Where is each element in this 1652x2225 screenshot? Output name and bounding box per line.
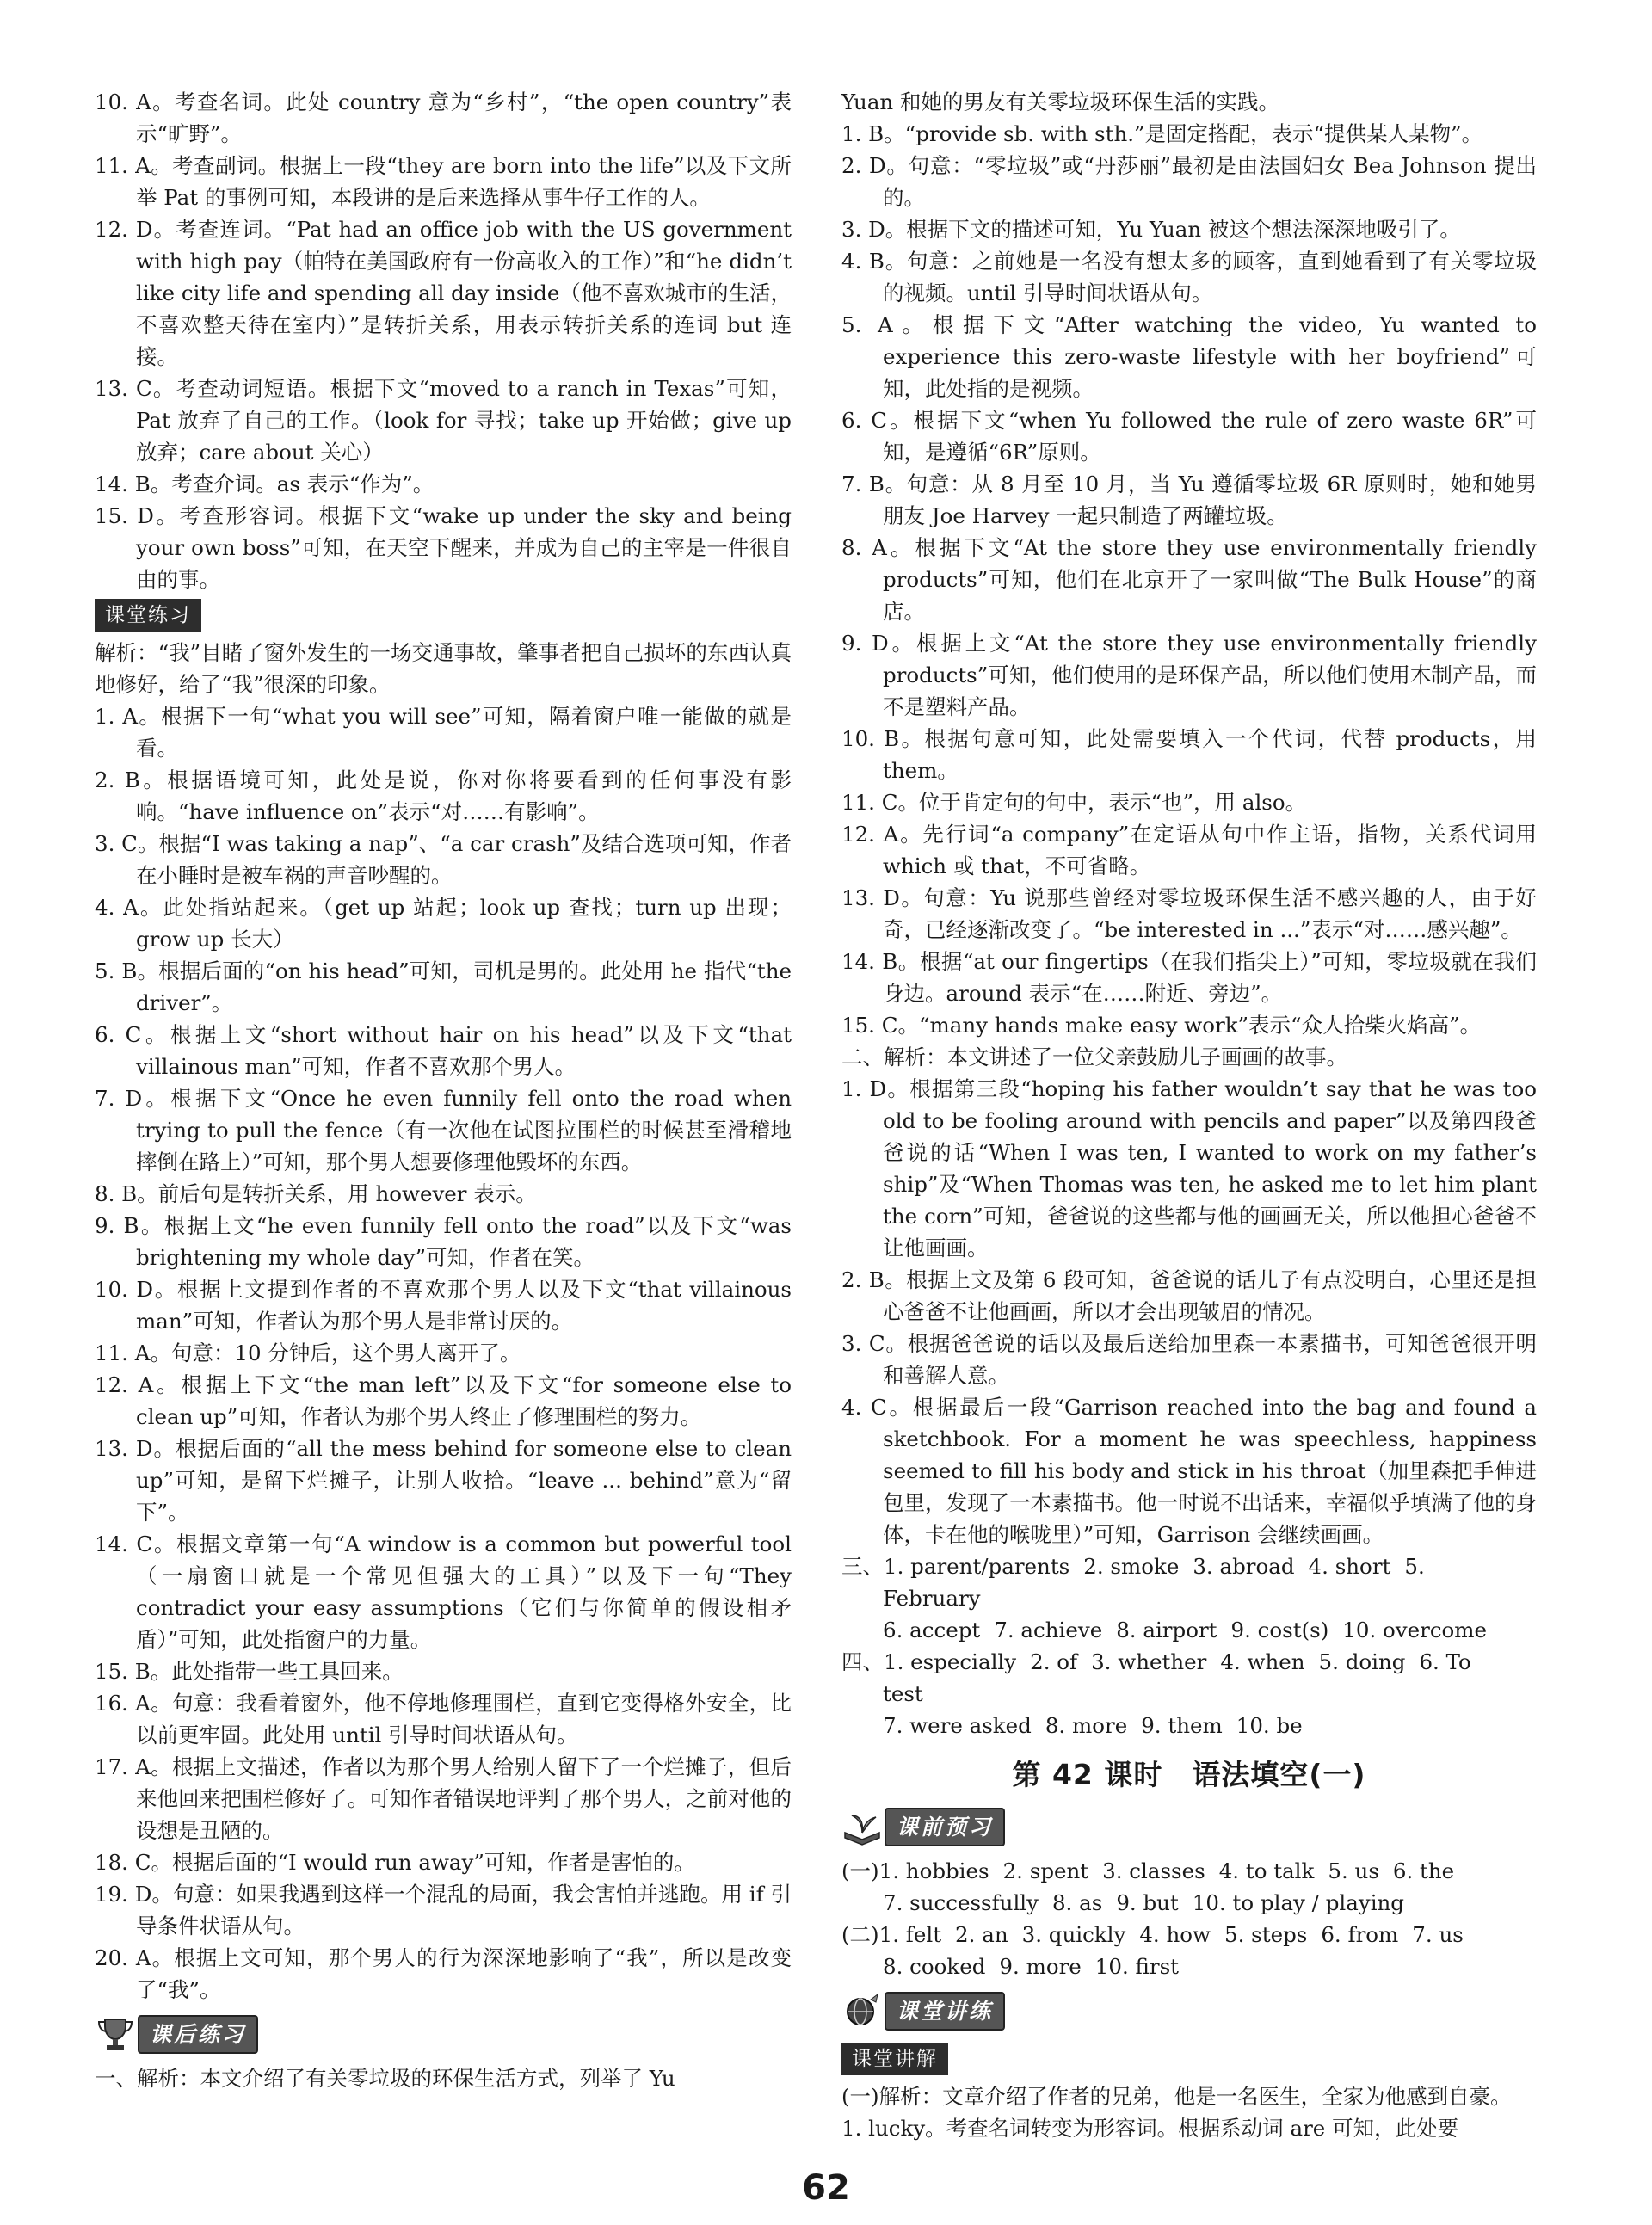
answer-item: 10. B。根据句意可知，此处需要填入一个代词，代替 products，用 them。 [841, 726, 1537, 783]
page-number: 62 [802, 2168, 850, 2208]
section-practice-badge [841, 1989, 1537, 2032]
answer-item: 6. C。根据下文“when Yu followed the rule of zero waste 6R”可知，是遵循“6R”原则。 [841, 408, 1537, 465]
section-preview-badge [841, 1805, 1537, 1848]
answer-item: 14. B。考查介词。as 表示“作为”。 [95, 472, 435, 496]
answers-section-four-row2 [841, 1710, 1537, 1741]
answers-section-four [841, 1646, 1537, 1710]
answer-entry: 7. were asked [883, 1713, 1032, 1738]
answer-entry: 10. to play / playing [1192, 1890, 1404, 1915]
section-homework-label: 课后练习 [138, 2015, 258, 2054]
answer-item: 1. B。“provide sb. with sth.”是固定搭配，表示“提供某人某物”。 [841, 121, 1483, 146]
answer-entry: 6. the [1392, 1858, 1455, 1883]
answer-entry: 5. doing [1318, 1649, 1406, 1674]
answer-item: 2. B。根据语境可知，此处是说，你对你将要看到的任何事没有影响。“have influence on”表示“对……有影响”。 [95, 767, 792, 824]
answer-item: 20. A。根据上文可知，那个男人的行为深深地影响了“我”，所以是改变了“我”。 [95, 1945, 792, 2002]
answer-entry: 5. steps [1224, 1922, 1308, 1947]
answer-item: 19. D。句意：如果我遇到这样一个混乱的局面，我会害怕并逃跑。用 if 引导条件状语从句。 [95, 1882, 792, 1938]
answers-section-three [841, 1550, 1537, 1614]
preview-answers-two [841, 1919, 1537, 1951]
preview-answers-two-row2 [841, 1951, 1537, 1982]
section-three-label: 三、 [841, 1554, 884, 1579]
answer-item: 14. C。根据文章第一句“A window is a common but powerful tool（一扇窗口就是一个常见但强大的工具）”以及下一句“They contradict your easy assumptions（它们与你简单的假设相矛盾）”可知，此处指窗户的力量。 [95, 1532, 792, 1652]
answer-item: 12. A。根据上下文“the man left”以及下文“for someone else to clean up”可知，作者认为那个男人终止了修理围栏的努力。 [95, 1372, 792, 1429]
answer-item: 9. B。根据上文“he even funnily fell onto the road”以及下文“was brightening my whole day”可知，作者在笑。 [95, 1213, 792, 1270]
trophy-icon [95, 2014, 136, 2054]
answer-entry: 8. cooked [883, 1954, 986, 1979]
answer-item: 9. D。根据上文“At the store they use environmentally friendly products”可知，他们使用的是环保产品，所以他们使用木制产品，而不是塑料产品。 [841, 631, 1537, 719]
answer-entry: 9. cost(s) [1230, 1618, 1329, 1643]
answer-item: 4. B。句意：之前她是一名没有想太多的顾客，直到她看到了有关零垃圾的视频。until 引导时间状语从句。 [841, 249, 1537, 305]
section-explain-tag: 课堂讲解 [841, 2043, 948, 2075]
answer-entry: 8. as [1051, 1890, 1103, 1915]
homework-intro-continued: Yuan 和她的男友有关零垃圾环保生活的实践。 [841, 89, 1279, 114]
answer-entry: 4. short [1308, 1554, 1391, 1579]
answer-item: 10. A。考查名词。此处 country 意为“乡村”，“the open country”表示“旷野”。 [95, 89, 792, 146]
answer-entry: 8. more [1045, 1713, 1128, 1738]
section-practice-label: 课堂讲练 [885, 1992, 1005, 2031]
answer-item: 3. C。根据“I was taking a nap”、“a car crash”及结合选项可知，作者在小睡时是被车祸的声音吵醒的。 [95, 831, 792, 888]
answer-entry: 1. felt [878, 1922, 942, 1947]
answer-item: 14. B。根据“at our fingertips（在我们指尖上）”可知，零垃圾就在我们身边。around 表示“在……附近、旁边”。 [841, 949, 1537, 1006]
section-preview-label: 课前预习 [885, 1808, 1005, 1846]
answer-item: 2. B。根据上文及第 6 段可知，爸爸说的话儿子有点没明白，心里还是担心爸爸不让他画画，所以才会出现皱眉的情况。 [841, 1267, 1537, 1324]
answer-entry: 3. quickly [1021, 1922, 1126, 1947]
answer-entry: 8. airport [1116, 1618, 1217, 1643]
answer-entry: 4. how [1139, 1922, 1211, 1947]
preview-one-label: (一) [841, 1858, 879, 1883]
answer-item: 1. D。根据第三段“hoping his father wouldn’t say that he was too old to be fooling around with pencils and paper”以及第四段爸爸说的话“When I was ten, I wanted to work on my father’s ship”及“When Thomas was ten, he asked me to let him plant the corn”可知，爸爸说的这些都与他的画画无关，所以他担心爸爸不让他画画。 [841, 1076, 1537, 1260]
answer-item: 5. B。根据后面的“on his head”可知，司机是男的。此处用 he 指代“the driver”。 [95, 958, 792, 1015]
answer-entry: 10. be [1236, 1713, 1303, 1738]
book-plant-icon [841, 1807, 883, 1846]
answer-item: 8. B。前后句是转折关系，用 however 表示。 [95, 1181, 537, 1206]
answer-item: 18. C。根据后面的“I would run away”可知，作者是害怕的。 [95, 1850, 695, 1875]
answers-section-three-row2 [841, 1614, 1537, 1646]
answer-entry: 9. them [1141, 1713, 1223, 1738]
answer-item: 4. A。此处指站起来。（get up 站起；look up 查找；turn up 出现；grow up 长大） [95, 895, 792, 952]
answer-entry: 2. smoke [1083, 1554, 1180, 1579]
answer-list-a [95, 86, 792, 595]
explain-item-1: 1. lucky。考查名词转变为形容词。根据系动词 are 可知，此处要 [841, 2116, 1459, 2141]
answer-entry: 1. especially [884, 1649, 1017, 1674]
lesson-title: 第 42 课时 语法填空(一) [1012, 1758, 1366, 1791]
globe-icon [841, 1991, 883, 2031]
answer-item: 1. A。根据下一句“what you will see”可知，隔着窗户唯一能做的就是看。 [95, 704, 792, 761]
answer-item: 6. C。根据上文“short without hair on his head”以及下文“that villainous man”可知，作者不喜欢那个男人。 [95, 1022, 792, 1079]
answer-entry: 4. to talk [1218, 1858, 1315, 1883]
answer-item: 16. A。句意：我看着窗外，他不停地修理围栏，直到它变得格外安全，比以前更牢固。此处用 until 引导时间状语从句。 [95, 1691, 792, 1747]
answer-item: 4. C。根据最后一段“Garrison reached into the bag and found a sketchbook. For a moment he was speechless, happiness seemed to fill his body and stick in his throat（加里森把手伸进包里，发现了一本素描书。他一时说不出话来，幸福似乎填满了他的身体，卡在他的喉咙里）”可知，Garrison 会继续画画。 [841, 1395, 1537, 1547]
answer-item: 3. D。根据下文的描述可知，Yu Yuan 被这个想法深深地吸引了。 [841, 217, 1461, 242]
answer-entry: 6. from [1321, 1922, 1399, 1947]
answer-list-b [95, 700, 792, 2006]
preview-two-label: (二) [841, 1922, 879, 1947]
answer-item: 12. D。考查连词。“Pat had an office job with the US government with high pay（帕特在美国政府有一份高收入的工作）”和“he didn’t like city life and spending all day inside（他不喜欢城市的生活，不喜欢整天待在室内）”是转折关系，用表示转折关系的连词 but 连接。 [95, 217, 792, 369]
answer-entry: 4. when [1220, 1649, 1305, 1674]
answer-entry: 10. overcome [1342, 1618, 1488, 1643]
answer-entry: 7. successfully [883, 1890, 1039, 1915]
answer-item: 17. A。根据上文描述，作者以为那个男人给别人留下了一个烂摊子，但后来他回来把围栏修好了。可知作者错误地评判了那个男人，之前对他的设想是丑陋的。 [95, 1754, 792, 1843]
preview-answers-one-row2 [841, 1887, 1537, 1919]
answer-entry: 9. more [999, 1954, 1082, 1979]
answer-item: 8. A。根据下文“At the store they use environmentally friendly products”可知，他们在北京开了一家叫做“The Bulk House”的商店。 [841, 535, 1537, 624]
answer-item: 12. A。先行词“a company”在定语从句中作主语，指物，关系代词用 which 或 that，不可省略。 [841, 822, 1537, 878]
answer-item: 13. C。考查动词短语。根据下文“moved to a ranch in Texas”可知，Pat 放弃了自己的工作。（look for 寻找；take up 开始做；give up 放弃；care about 关心） [95, 376, 792, 465]
answer-item: 13. D。句意：Yu 说那些曾经对零垃圾环保生活不感兴趣的人，由于好奇，已经逐渐改变了。“be interested in ...”表示“对……感兴趣”。 [841, 885, 1537, 942]
answer-item: 15. D。考查形容词。根据下文“wake up under the sky and being your own boss”可知，在天空下醒来，并成为自己的主宰是一件很自由的事。 [95, 503, 792, 592]
answer-entry: 5. us [1328, 1858, 1379, 1883]
answer-entry: 1. hobbies [878, 1858, 989, 1883]
answer-entry: 9. but [1116, 1890, 1179, 1915]
answer-item: 11. C。位于肯定句的句中，表示“也”，用 also。 [841, 790, 1307, 815]
preview-answers-one [841, 1855, 1537, 1887]
answer-item: 7. D。根据下文“Once he even funnily fell onto the road when trying to pull the fence（有一次他在试图拉围栏的时候甚至滑稽地摔倒在路上）”可知，那个男人想要修理他毁坏的东西。 [95, 1086, 792, 1174]
answer-entry: 2. spent [1002, 1858, 1089, 1883]
answer-item: 10. D。根据上文提到作者的不喜欢那个男人以及下文“that villainous man”可知，作者认为那个男人是非常讨厌的。 [95, 1277, 792, 1334]
answer-entry: 10. first [1094, 1954, 1180, 1979]
answer-entry: 6. accept [883, 1618, 981, 1643]
answer-list-c [841, 118, 1537, 1041]
explain-intro: (一)解析：文章介绍了作者的兄弟，他是一名医生，全家为他感到自豪。 [841, 2084, 1512, 2109]
answer-entry: 7. us [1412, 1922, 1464, 1947]
answer-item: 11. A。句意：10 分钟后，这个男人离开了。 [95, 1341, 521, 1365]
right-column [841, 86, 1537, 2144]
classwork-intro: 解析：“我”目睹了窗外发生的一场交通事故，肇事者把自己损坏的东西认真地修好，给了“我”很深的印象。 [95, 640, 792, 697]
answer-entry: 2. an [955, 1922, 1008, 1947]
answer-item: 2. D。句意：“零垃圾”或“丹莎丽”最初是由法国妇女 Bea Johnson 提出的。 [841, 153, 1537, 210]
passage-two-intro: 二、解析：本文讲述了一位父亲鼓励儿子画画的故事。 [841, 1045, 1347, 1069]
answer-entry: 6. To test [883, 1649, 1471, 1706]
answer-item: 15. C。“many hands make easy work”表示“众人拾柴火焰高”。 [841, 1013, 1482, 1038]
answer-entry: 3. whether [1091, 1649, 1207, 1674]
section-homework-badge [95, 2012, 792, 2056]
homework-intro: 一、解析：本文介绍了有关零垃圾的环保生活方式，列举了 Yu [95, 2066, 675, 2091]
answer-list-d [841, 1073, 1537, 1550]
left-column [95, 86, 792, 2094]
section-classwork-tag: 课堂练习 [95, 599, 201, 632]
answer-item: 7. B。句意：从 8 月至 10 月，当 Yu 遵循零垃圾 6R 原则时，她和她男朋友 Joe Harvey 一起只制造了两罐垃圾。 [841, 472, 1537, 528]
answer-item: 13. D。根据后面的“all the mess behind for someone else to clean up”可知，是留下烂摊子，让别人收拾。“leave ... behind”意为“留下”。 [95, 1436, 792, 1525]
answer-item: 11. A。考查副词。根据上一段“they are born into the life”以及下文所举 Pat 的事例可知，本段讲的是后来选择从事牛仔工作的人。 [95, 153, 792, 210]
answer-item: 15. B。此处指带一些工具回来。 [95, 1659, 404, 1684]
answer-entry: 5. February [883, 1554, 1425, 1611]
section-four-label: 四、 [841, 1649, 884, 1674]
answer-entry: 7. achieve [994, 1618, 1103, 1643]
answer-entry: 1. parent/parents [884, 1554, 1070, 1579]
answer-item: 5. A。根据下文“After watching the video, Yu wanted to experience this zero-waste lifestyle with her boyfriend”可知，此处指的是视频。 [841, 312, 1537, 401]
answer-entry: 3. classes [1102, 1858, 1205, 1883]
answer-item: 3. C。根据爸爸说的话以及最后送给加里森一本素描书，可知爸爸很开明和善解人意。 [841, 1331, 1537, 1388]
answer-entry: 2. of [1030, 1649, 1078, 1674]
answer-entry: 3. abroad [1193, 1554, 1295, 1579]
